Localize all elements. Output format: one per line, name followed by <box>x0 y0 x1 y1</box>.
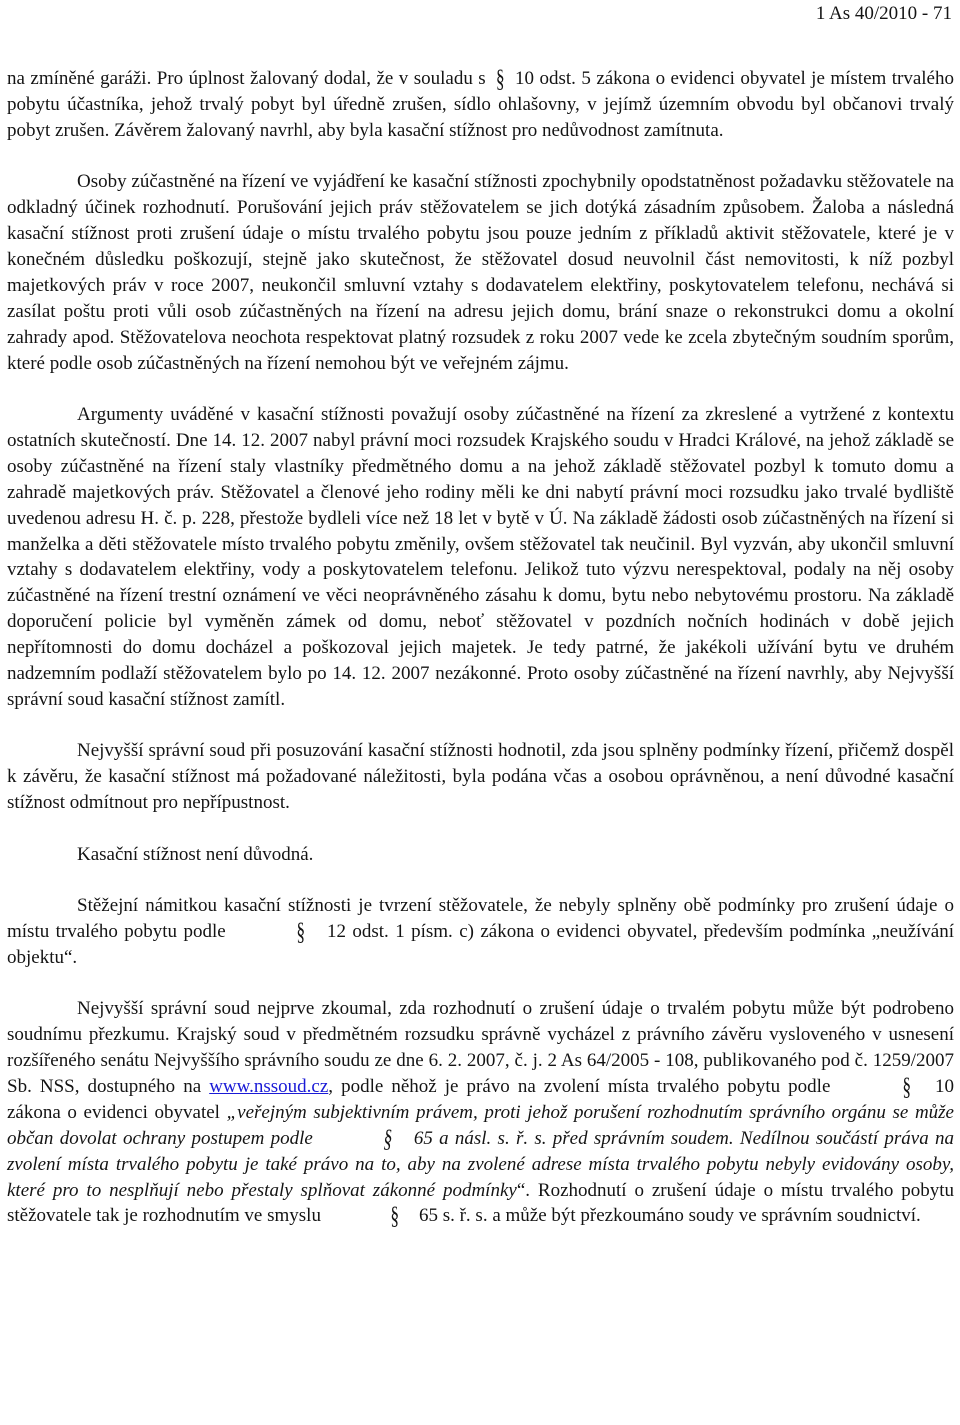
paragraph-1: na zmíněné garáži. Pro úplnost žalovaný dodal, že v souladu s § 10 odst. 5 zákona o evidenci obyvatel je místem trvalého pobytu účastníka, jehož trvalý pobyt byl úředně zrušen, sídlo ohlašovny, v jejímž územním obvodu byl občanovi trvalý pobyt zrušen. Závěrem žalovaný navrhl, aby byla kasační stížnost pro nedůvodnost zamítnuta. <box>7 66 954 141</box>
paragraph-5: Kasační stížnost není důvodná. <box>77 843 314 865</box>
text-run: 10 zákona o evidenci obyvatel <box>7 1075 955 1123</box>
text-run: 12 odst. 1 písm. c) zákona o evidenci obyvatel, především podmínka „neužívání objektu“. <box>7 920 954 968</box>
nssoud-link[interactable]: www.nssoud.cz <box>209 1075 329 1097</box>
text-run: , podle něhož je právo na zvolení místa trvalého pobytu podle <box>328 1075 839 1097</box>
text-run: Nejvyšší správní soud nejprve zkoumal, zda rozhodnutí o zrušení údaje o trvalém pobytu může být podrobeno soudnímu přezkumu. Krajský soud v předmětném rozsudku správně vycházel z právního závěru vysloveného v usnesení rozšířeného senátu Nejvyššího správního soudu ze dne 6. 2. 2007, č. j. 2 As 64/2005 - 108, publikovaného pod č. 1259/2007 Sb. NSS, dostupného na <box>7 998 954 1097</box>
paragraph-6: Stěžejní námitkou kasační stížnosti je tvrzení stěžovatele, že nebyly splněny obě podmínky pro zrušení údaje o místu trvalého pobytu podle § 12 odst. 1 písm. c) zákona o evidenci obyvatel, především podmínka „neužívání objektu“. <box>7 894 954 968</box>
case-number-header: 1 As 40/2010 - 71 <box>815 3 952 24</box>
text-run: Stěžejní námitkou kasační stížnosti je tvrzení stěžovatele, že nebyly splněny obě podmínky pro zrušení údaje o místu trvalého pobytu podle <box>7 894 954 942</box>
text-run: 10 odst. 5 zákona o evidenci obyvatel je místem trvalého pobytu účastníka, jehož trvalý pobyt byl úředně zrušen, sídlo ohlašovny, v jejímž územním obvodu byl občanovi trvalý pobyt zrušen. Závěrem žalovaný navrhl, aby byla kasační stížnost pro nedůvodnost zamítnuta. <box>7 68 954 141</box>
text-run: na zmíněné garáži. Pro úplnost žalovaný dodal, že v souladu s <box>7 68 492 89</box>
document-body <box>7 66 954 1229</box>
text-run: “. Rozhodnutí o zrušení údaje o místu trvalého pobytu stěžovatele tak je rozhodnutím ve smyslu <box>7 1179 955 1227</box>
quoted-ruling: „veřejným subjektivním právem, proti jehož porušení rozhodnutím správního orgánu se může občan dovolat ochrany postupem podle § 65 a násl. s. ř. s. před správním soudem. Nedílnou součástí práva na zvolení místa trvalého pobytu je také právo na to, aby na zvolené adrese místa trvalého pobytu nebyly evidovány osoby, které pro to nesplňují nebo přestaly splňovat zákonné podmínky <box>7 1101 954 1201</box>
text-run: 65 s. ř. s. a může být přezkoumáno soudy ve správním soudnictví. <box>414 1205 921 1227</box>
paragraph-2: Osoby zúčastněné na řízení ve vyjádření ke kasační stížnosti zpochybnily opodstatněnost požadavku stěžovatele na odkladný účinek rozhodnutí. Porušování jejich práv stěžovatelem se jich dotýká zásadním způsobem. Žaloba a následná kasační stížnost proti zrušení údaje o místu trvalého pobytu jsou pouze jedním z příkladů aktivit stěžovatele, které je v konečném důsledku poškozují, stejně jako skutečnost, že stěžovatel dosud neuvolnil část nemovitosti, k níž pozbyl majetkových práv v roce 2007, neukončil smluvní vztahy s dodavatelem elektřiny, poskytovatelem telefonu, nechává si zasílat poštu proti vůli osob zúčastněných na řízení na adresu jejich domu, brání snaze o rekonstrukci domu a okolní zahrady apod. Stěžovatelova neochota respektovat platný rozsudek z roku 2007 vede ke zcela zbytečným soudním sporům, které podle osob zúčastněných na řízení nemohou být ve veřejném zájmu. <box>7 171 954 374</box>
paragraph-4: Nejvyšší správní soud při posuzování kasační stížnosti hodnotil, zda jsou splněny podmínky řízení, přičemž dospěl k závěru, že kasační stížnost má požadované náležitosti, byla podána včas a osobou oprávněnou, a není důvodné kasační stížnost odmítnout pro nepřípustnost. <box>7 740 954 814</box>
text-run: 65 a násl. s. ř. s. před správním soudem. Nedílnou součástí práva na zvolení místa trvalého pobytu je také právo na to, aby na zvolené adrese místa trvalého pobytu nebyly evidovány osoby, které pro to nesplňují nebo přestaly splňovat zákonné podmínky <box>7 1127 954 1201</box>
paragraph-3: Argumenty uváděné v kasační stížnosti považují osoby zúčastněné na řízení za zkreslené a vytržené z kontextu ostatních skutečností. Dne 14. 12. 2007 nabyl právní moci rozsudek Krajského soudu v Hradci Králové, na jehož základě se osoby zúčastněné na řízení staly vlastníky předmětného domu a na jehož základě stěžovatel pozbyl k tomuto domu a zahradě majetkových práv. Stěžovatel a členové jeho rodiny měli ke dni nabytí právní moci rozsudku jako trvalé bydliště uvedenou adresu H. č. p. 228, přestože bydleli více než 18 let v bytě v Ú. Na základě žádosti osob zúčastněných na řízení si manželka a děti stěžovatele místo trvalého pobytu změnily, ovšem stěžovatel tak neučinil. Byl vyzván, aby ukončil smluvní vztahy s dodavatelem elektřiny, vody a poskytovatelem telefonu. Jelikož tuto výzvu nerespektoval, podaly na něj osoby zúčastněné na řízení trestní oznámení ve věci neoprávněného zásahu k domu, bytu nebo nebytovému prostoru. Na základě doporučení policie byl vyměněn zámek od domu, neboť stěžovatel v pozdních nočních hodinách v době jejich nepřítomnosti do domu docházel a poškozoval jejich majetek. Je tedy patrné, že jakékoli užívání bytu ve druhém nadzemním podlaží stěžovatelem bylo po 14. 12. 2007 nezákonné. Proto osoby zúčastněné na řízení navrhly, aby Nejvyšší správní soud kasační stížnost zamítl. <box>7 403 954 710</box>
paragraph-7: Nejvyšší správní soud nejprve zkoumal, zda rozhodnutí o zrušení údaje o trvalém pobytu může být podrobeno soudnímu přezkumu. Krajský soud v předmětném rozsudku správně vycházel z právního závěru vysloveného v usnesení rozšířeného senátu Nejvyššího správního soudu ze dne 6. 2. 2007, č. j. 2 As 64/2005 - 108, publikovaného pod č. 1259/2007 Sb. NSS, dostupného na www.nssoud.cz, podle něhož je právo na zvolení místa trvalého pobytu podle § 10 zákona o evidenci obyvatel „veřejným subjektivním právem, proti jehož porušení rozhodnutím správního orgánu se může občan dovolat ochrany postupem podle § 65 a násl. s. ř. s. před správním soudem. Nedílnou součástí práva na zvolení místa trvalého pobytu je také právo na to, aby na zvolené adrese místa trvalého pobytu nebyly evidovány osoby, které pro to nesplňují nebo přestaly splňovat zákonné podmínky“. Rozhodnutí o zrušení údaje o místu trvalého pobytu stěžovatele tak je rozhodnutím ve smyslu § 65 s. ř. s. a může být přezkoumáno soudy ve správním soudnictví. <box>7 998 955 1231</box>
text-run: „veřejným subjektivním právem, proti jehož porušení rozhodnutím správního orgánu se může občan dovolat ochrany postupem podle <box>7 1101 954 1149</box>
